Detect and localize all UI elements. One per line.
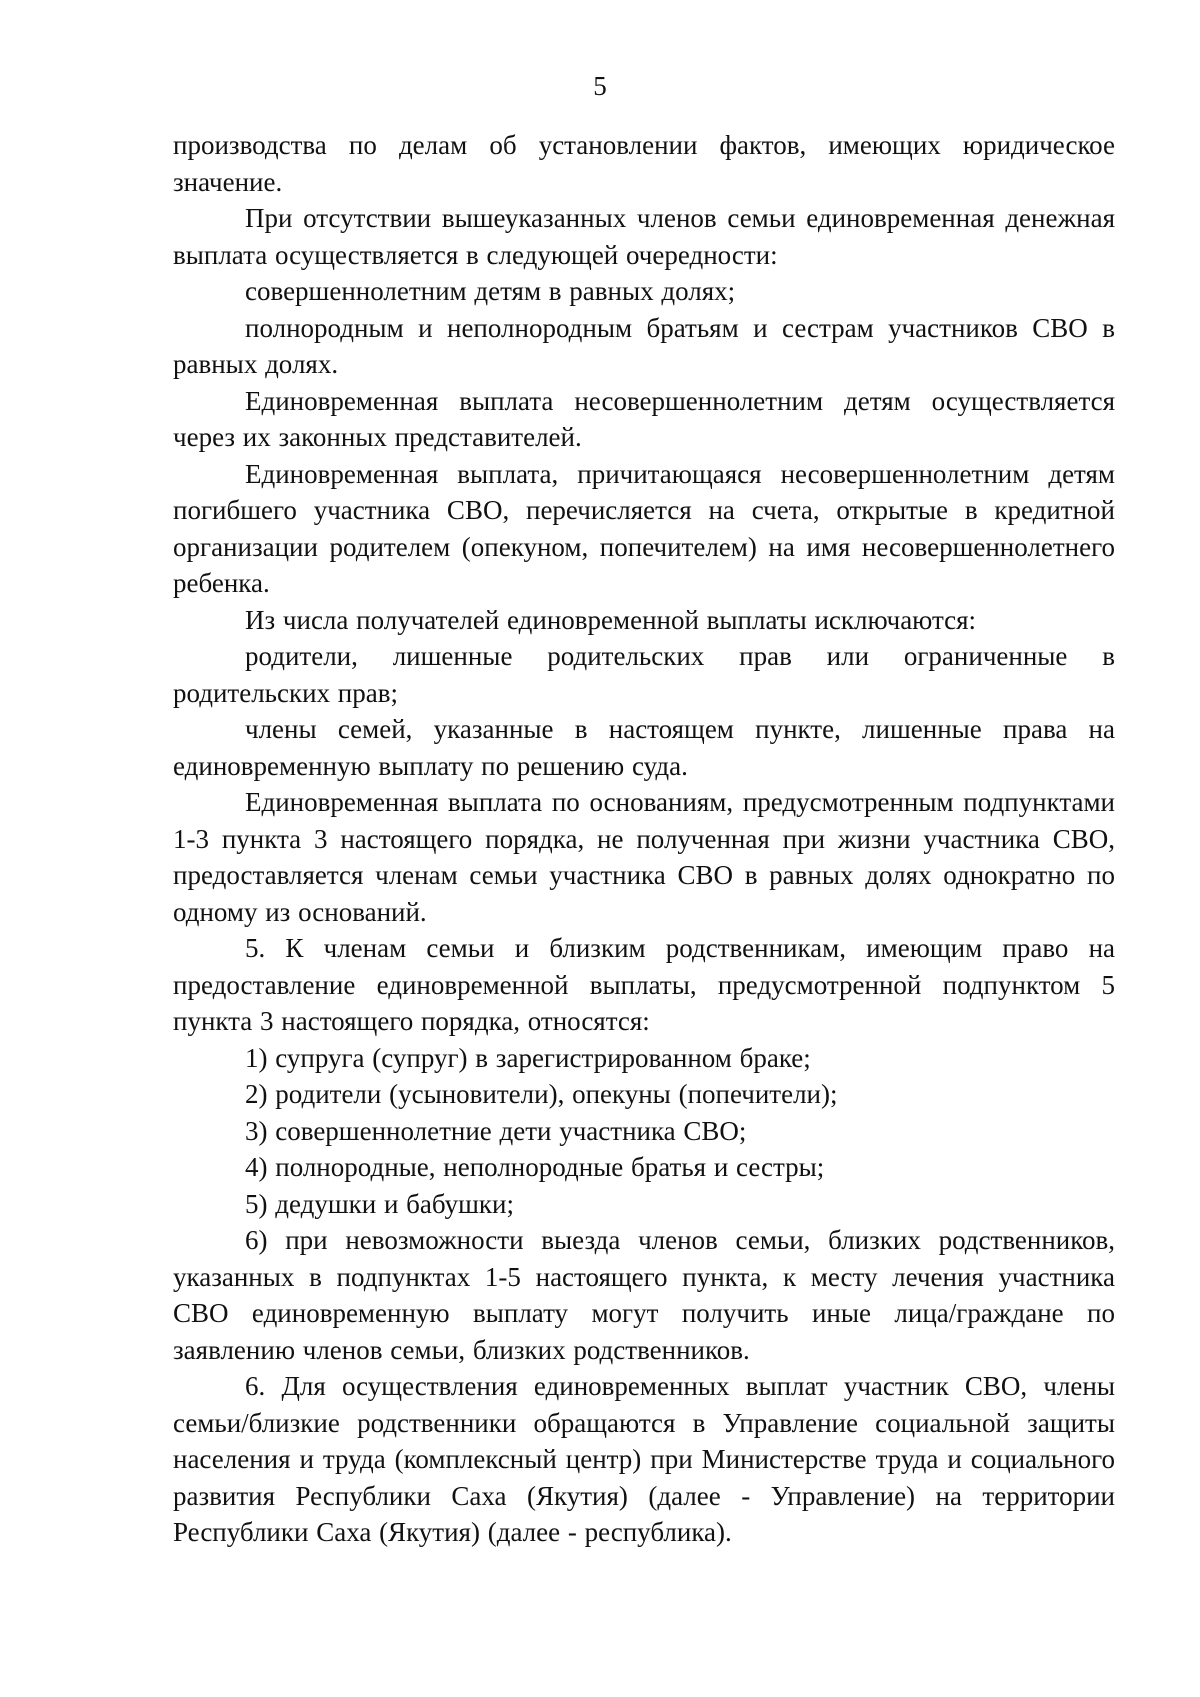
paragraph-1: производства по делам об установлении фактов, имеющих юридическое значение. <box>173 130 1115 197</box>
list-item-2: 2) родители (усыновители), опекуны (попечители); <box>245 1079 838 1109</box>
paragraph-11: 5. К членам семьи и близким родственникам, имеющим право на предоставление единовременной выплаты, предусмотренной подпунктом 5 пункта 3 настоящего порядка, относятся: <box>173 933 1115 1036</box>
paragraph-6: Единовременная выплата, причитающаяся несовершеннолетним детям погибшего участника СВО, перечисляется на счета, открытые в кредитной организации родителем (опекуном, попечителем) на имя несовершеннолетнего ребенка. <box>173 458 1115 598</box>
document-body <box>173 127 1115 1551</box>
list-item-5: 5) дедушки и бабушки; <box>245 1188 514 1219</box>
list-item-4: 4) полнородные, неполнородные братья и сестры; <box>245 1152 825 1182</box>
paragraph-10: Единовременная выплата по основаниям, предусмотренным подпунктами 1-3 пункта 3 настоящего порядка, не полученная при жизни участника СВО, предоставляется членам семьи участника СВО в равных долях однократно по одному из оснований. <box>173 787 1115 927</box>
list-item-6: 6) при невозможности выезда членов семьи, близких родственников, указанных в подпунктах 1-5 настоящего пункта, к месту лечения участника СВО единовременную выплату могут получить иные лица/граждане по заявлению членов семьи, близких родственников. <box>173 1225 1115 1365</box>
list-item-1: 1) супруга (супруг) в зарегистрированном браке; <box>245 1042 811 1073</box>
paragraph-8: родители, лишенные родительских прав или ограниченные в родительских прав; <box>173 641 1115 708</box>
paragraph-5: Единовременная выплата несовершеннолетним детям осуществляется через их законных представителей. <box>173 385 1115 452</box>
paragraph-4: полнородным и неполнородным братьям и сестрам участников СВО в равных долях. <box>173 312 1115 379</box>
paragraph-12: 6. Для осуществления единовременных выплат участник СВО, члены семьи/близкие родственники обращаются в Управление социальной защиты населения и труда (комплексный центр) при Министерстве труда и социального развития Республики Саха (Якутия) (далее - Управление) на территории Республики Саха (Якутия) (далее - республика). <box>173 1371 1115 1547</box>
paragraph-2: При отсутствии вышеуказанных членов семьи единовременная денежная выплата осуществляется в следующей очередности: <box>173 203 1115 270</box>
paragraph-3: совершеннолетним детям в равных долях; <box>245 276 736 306</box>
page-number: 5 <box>593 71 607 101</box>
paragraph-7: Из числа получателей единовременной выплаты исключаются: <box>245 604 977 635</box>
list-item-3: 3) совершеннолетние дети участника СВО; <box>245 1115 747 1146</box>
paragraph-9: члены семей, указанные в настоящем пункте, лишенные права на единовременную выплату по решению суда. <box>173 714 1115 781</box>
